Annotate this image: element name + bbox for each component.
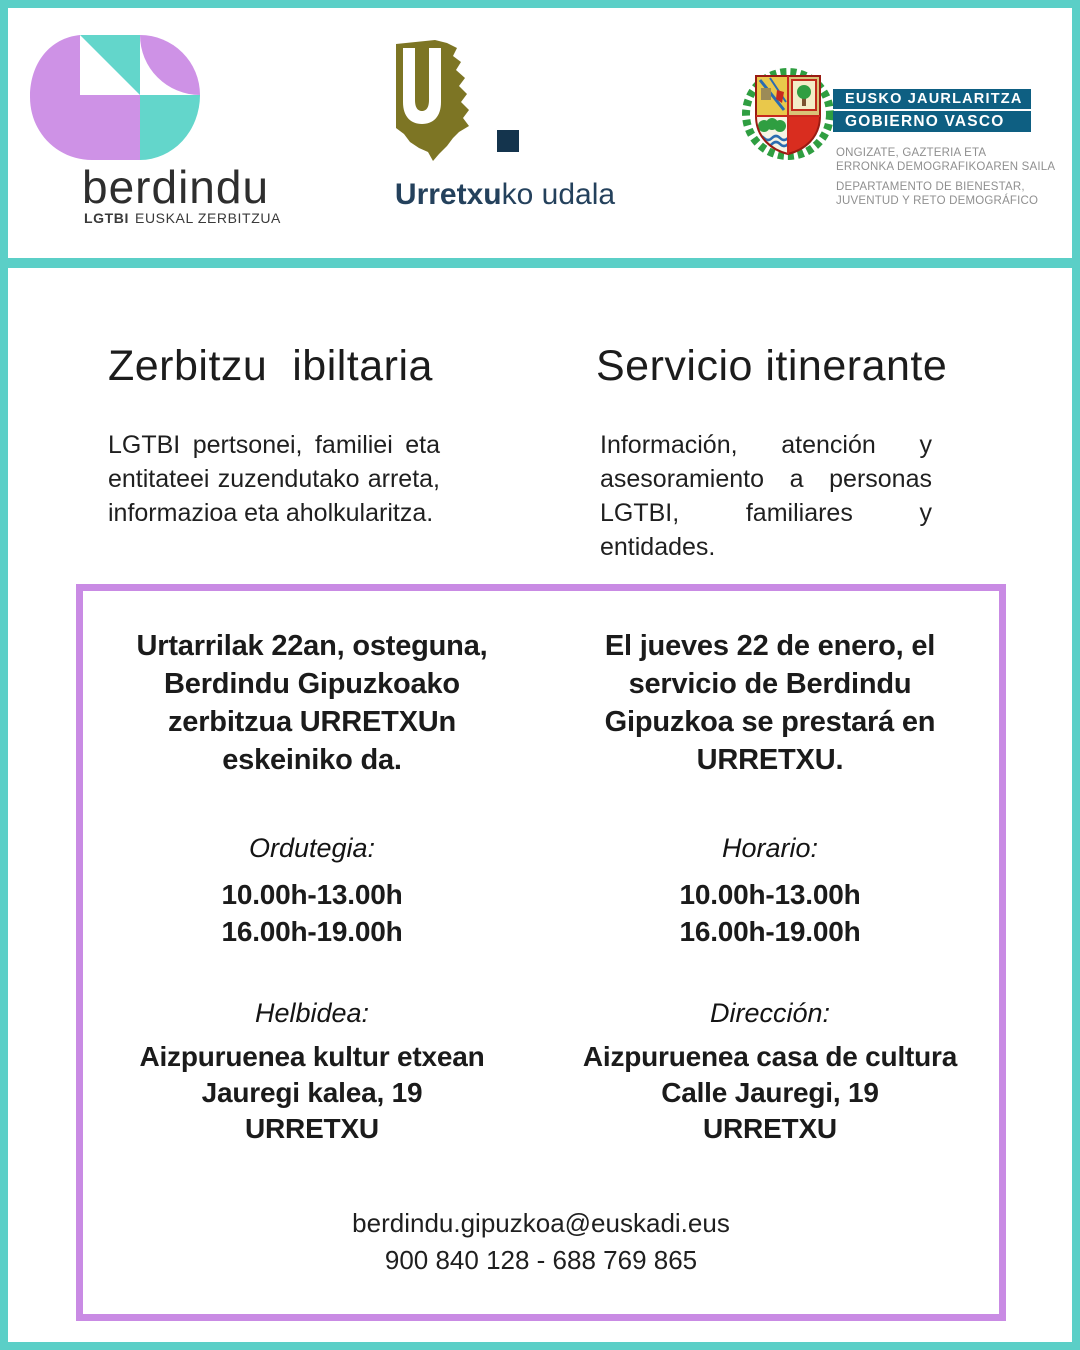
schedule-label-basque: Ordutegia: [248,833,376,863]
header-divider [0,258,1080,268]
schedule-spanish [565,876,975,950]
berdindu-logo-icon [30,35,200,165]
contact-info [83,1205,999,1279]
gv-dept-es-line1: DEPARTAMENTO DE BIENESTAR, [836,181,1025,193]
title-basque: Zerbitzu ibiltaria [108,342,433,390]
event-columns [83,591,999,1147]
description-spanish: Información, atención y asesoramiento a personas LGTBI, familiares y entidades. [600,431,932,561]
gobierno-vasco-banner [833,89,1031,132]
contact-email: berdindu.gipuzkoa@euskadi.eus [352,1208,730,1238]
schedule-line: 16.00h-19.00h [221,916,403,947]
title-spanish: Servicio itinerante [596,342,948,390]
berdindu-tagline-rest: EUSKAL ZERBITZUA [135,210,281,226]
address-spanish [565,1039,975,1147]
gv-dept-eu-line1: ONGIZATE, GAZTERIA ETA [836,147,987,159]
gv-dept-eu-line2: ERRONKA DEMOGRAFIKOAREN SAILA [836,161,1056,173]
schedule-line: 16.00h-19.00h [679,916,861,947]
event-details-box [76,584,1006,1321]
address-line: Aizpuruenea kultur etxean [139,1041,485,1072]
gv-banner-eusko-jaurlaritza: EUSKO JAURLARITZA [833,89,1031,109]
announcement-spanish [565,627,975,779]
announcement-line: servicio de Berdindu [628,668,912,700]
address-line: URRETXU [245,1113,379,1144]
description-basque: LGTBI pertsonei, familiei eta entitateei zuzendutako arreta, informazioa eta aholkularitza. [108,431,440,527]
schedule-label-spanish: Horario: [721,833,819,863]
address-line: Aizpuruenea casa de cultura [582,1041,958,1072]
schedule-line: 10.00h-13.00h [679,879,861,910]
announcement-basque [107,627,517,779]
gv-dept-es-line2: JUVENTUD Y RETO DEMOGRÁFICO [836,195,1039,207]
contact-phones: 900 840 128 - 688 769 865 [384,1245,698,1275]
urretxu-wordmark [370,178,640,212]
address-basque [107,1039,517,1147]
schedule-basque [107,876,517,950]
address-line: Jauregi kalea, 19 [201,1077,423,1108]
announcement-line: Berdindu Gipuzkoako [164,668,460,700]
event-column-basque [83,627,541,1147]
announcement-line: Gipuzkoa se prestará en [604,706,936,738]
address-label-spanish: Dirección: [709,998,831,1028]
address-line: Calle Jauregi, 19 [661,1077,879,1108]
announcement-line: eskeiniko da. [222,744,402,776]
announcement-line: Urtarrilak 22an, osteguna, [136,630,488,662]
basque-coat-of-arms-icon [740,64,836,165]
berdindu-wordmark: berdindu [82,161,270,213]
berdindu-tagline-bold: LGTBI [84,210,129,226]
urretxu-map-icon [395,40,525,167]
schedule-line: 10.00h-13.00h [221,879,403,910]
urretxu-wordmark-rest: ko udala [501,178,616,211]
address-label-basque: Helbidea: [254,998,370,1028]
gv-department-text [836,146,1055,208]
berdindu-tagline [84,210,281,226]
announcement-line: El jueves 22 de enero, el [604,630,936,662]
announcement-line: URRETXU. [696,744,844,776]
event-column-spanish [541,627,999,1147]
gv-banner-gobierno-vasco: GOBIERNO VASCO [833,111,1031,132]
address-line: URRETXU [703,1113,837,1144]
announcement-line: zerbitzua URRETXUn [167,706,457,738]
urretxu-wordmark-bold: Urretxu [394,178,502,211]
